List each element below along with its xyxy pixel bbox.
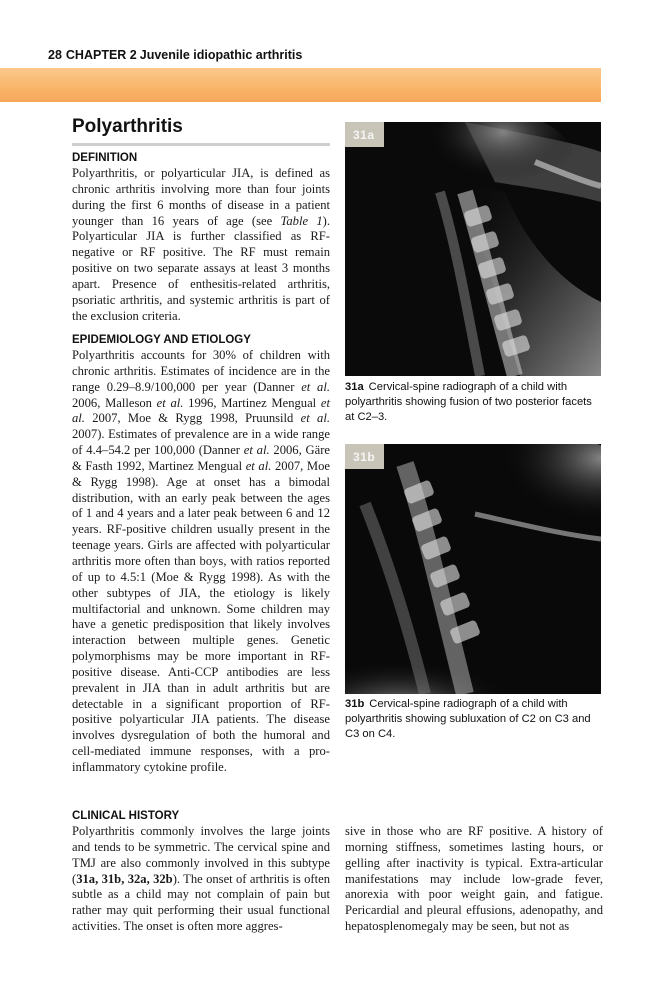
definition-heading: DEFINITION	[72, 152, 138, 164]
section-title: Polyarthritis	[72, 116, 330, 146]
chapter-title: Juvenile idiopathic arthritis	[139, 48, 303, 62]
cervical-spine-xray-image	[345, 444, 601, 694]
figure-31b-caption: 31b Cervical-spine radiograph of a child with polyarthritis showing subluxation of C2 on C3 and C3 on C4.	[345, 698, 591, 740]
clinical-history-heading: CLINICAL HISTORY	[72, 810, 180, 822]
figure-31a-radiograph	[345, 122, 601, 376]
chapter-label: CHAPTER 2	[65, 48, 137, 62]
definition-paragraph: Polyarthritis, or polyarticular JIA, is defined as chronic arthritis involving more than four joints during the first 6 months of disease in a patient younger than 16 years of age (see Table 1). Polyarticular JIA is further classified as RF-negative or RF positive. The RF must remain positive on two separate assays at least 3 months apart. Presence of enthesitis-related arthritis, psoriatic arthritis, and systemic arthritis is part of the exclusion criteria.	[72, 166, 330, 323]
cervical-spine-xray-image	[345, 122, 601, 376]
header-band	[0, 68, 601, 102]
figure-31b-radiograph	[345, 444, 601, 694]
table-reference: Table 1	[280, 213, 323, 228]
epidemiology-paragraph: Polyarthritis accounts for 30% of children with chronic arthritis. Estimates of incidence are in the range 0.29–8.9/100,000 per year (Danner et al. 2006, Malleson et al. 1996, Martinez Mengual et al. 2007, Moe & Rygg 1998, Pruunsild et al. 2007). Estimates of prevalence are in a wide range of 4.4–54.2 per 100,000 (Danner et al. 2006, Gäre & Fasth 1992, Martinez Mengual et al. 2007, Moe & Rygg 1998). Age at onset has a bimodal distribution, with an early peak between the ages of 1 and 4 years and a later peak between 6 and 12 years. RF-positive children usually present in the teenage years. Girls are affected with polyarticular arthritis more often than boys, with ratios reported of up to 4.5:1 (Moe & Rygg 1998). As with the other subtypes of JIA, the etiology is likely multifactorial and unknown. Some children may have a genetic predisposition that likely involves interaction between multiple genes. Genetic polymorphisms may be more important in RF-positive disease. Anti-CCP antibodies are less prevalent in JIA than in adult arthritis but are detectable in a significant proportion of RF-positive polyarticular JIA patients. The disease involves dysregulation of both the humoral and cell-mediated immune responses, with a pro-inflammatory cytokine profile.	[72, 348, 331, 774]
epidemiology-heading: EPIDEMIOLOGY AND ETIOLOGY	[72, 334, 251, 346]
figure-references: 31a, 31b, 32a, 32b	[76, 871, 173, 886]
clinical-history-continued: sive in those who are RF positive. A history of morning stiffness, sometimes lasting hours, or gelling after inactivity is typical. Extra-articular manifestations may include low-grade fever, anorexia with poor weight gain, and fatigue. Pericardial and pleural effusions, adenopathy, and hepatosplenomegaly may be seen, but not as	[345, 824, 603, 934]
figure-31a-label: 31a	[345, 122, 384, 147]
figure-31a-caption: 31a Cervical-spine radiograph of a child with polyarthritis showing fusion of two posterior facets at C2–3.	[345, 381, 592, 423]
running-header	[48, 48, 302, 62]
page-number: 28	[48, 48, 62, 62]
clinical-history-paragraph: Polyarthritis commonly involves the large joints and tends to be symmetric. The cervical spine and TMJ are also commonly involved in this subtype (31a, 31b, 32a, 32b). The onset of arthritis is often subtle as a child may not complain of pain but rather may quit performing their usual functional activities. The onset is often more aggres-	[72, 824, 331, 934]
figure-31b-label: 31b	[345, 444, 384, 469]
